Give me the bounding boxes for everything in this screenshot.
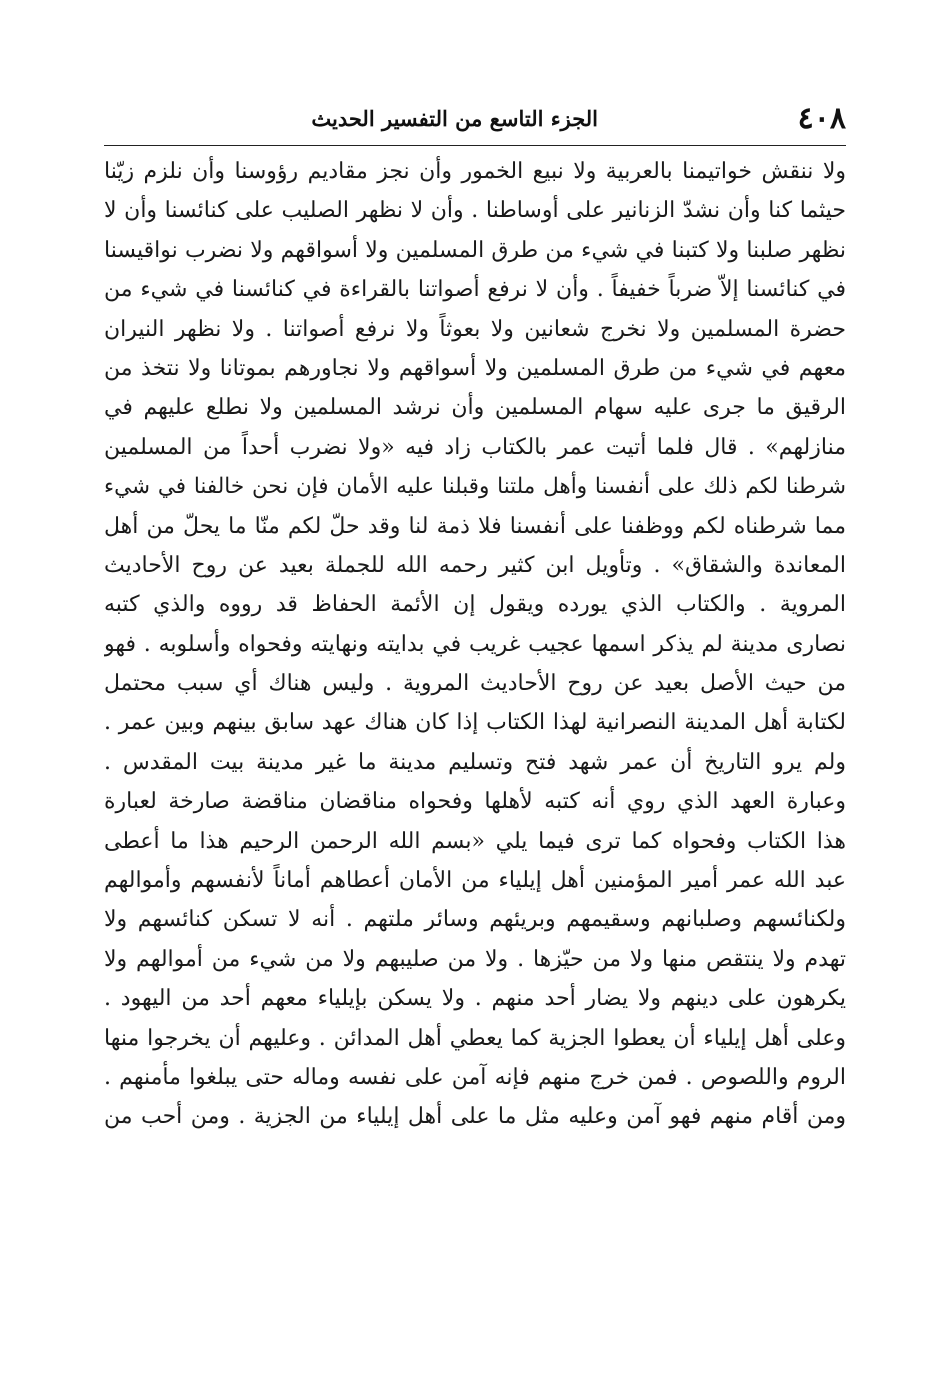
text-line: الرقيق ما جرى عليه سهام المسلمين وأن نرشد المسلمين ولا نطلع عليهم في [104, 395, 846, 421]
text-line: مما شرطناه لكم ووظفنا على أنفسنا فلا ذمة لنا وقد حلّ لكم منّا ما يحلّ من أهل [104, 513, 846, 539]
text-line: منازلهم» . قال فلما أتيت عمر بالكتاب زاد فيه «ولا نضرب أحداً من المسلمين [104, 434, 846, 460]
text-line: في كنائسنا إلاّ ضرباً خفيفاً . وأن لا نرفع أصواتنا بالقراءة في كنائسنا في شيء من [104, 277, 846, 303]
page-number: ٤٠٨ [797, 101, 846, 136]
running-title: الجزء التاسع من التفسير الحديث [311, 106, 598, 131]
text-line: من حيث الأصل بعيد عن روح الأحاديث المروية . وليس هناك أي سبب محتمل [104, 671, 846, 697]
text-line: ومن أقام منهم فهو آمن وعليه مثل ما على أهل إيلياء من الجزية . ومن أحب من [104, 1104, 846, 1130]
text-line: وعلى أهل إيلياء أن يعطوا الجزية كما يعطي أهل المدائن . وعليهم أن يخرجوا منها [104, 1025, 846, 1051]
text-line: ولم يرو التاريخ أن عمر شهد فتح وتسليم مدينة ما غير مدينة بيت المقدس . [104, 749, 846, 775]
text-line: يكرهون على دينهم ولا يضار أحد منهم . ولا يسكن بإيلياء معهم أحد من اليهود . [104, 986, 846, 1012]
header-divider [104, 145, 846, 146]
text-line: حيثما كنا وأن نشدّ الزنانير على أوساطنا . وأن لا نظهر الصليب على كنائسنا وأن لا [104, 198, 846, 224]
text-line: هذا الكتاب وفحواه كما ترى فيما يلي «بسم الله الرحمن الرحيم هذا ما أعطى [104, 828, 846, 854]
text-line: لكتابة أهل المدينة النصرانية لهذا الكتاب إذا كان هناك عهد سابق بينهم وبين عمر . [104, 710, 846, 736]
body-text [104, 152, 846, 1137]
text-line: نظهر صلبنا ولا كتبنا في شيء من طرق المسلمين ولا أسواقهم ولا نضرب نواقيسنا [104, 237, 846, 263]
text-line: شرطنا لكم ذلك على أنفسنا وأهل ملتنا وقبلنا عليه الأمان فإن نحن خالفنا في شيء [104, 474, 846, 500]
text-line: حضرة المسلمين ولا نخرج شعانين ولا بعوثاً ولا نرفع أصواتنا . ولا نظهر النيران [104, 316, 846, 342]
text-line: وعبارة العهد الذي روي أنه كتبه لأهلها وفحواه مناقضان مناقضة صارخة لعبارة [104, 789, 846, 815]
text-line: المروية . والكتاب الذي يورده ويقول إن الأئمة الحفاظ قد رووه والذي كتبه [104, 592, 846, 618]
text-line: عبد الله عمر أمير المؤمنين أهل إيلياء من الأمان أعطاهم أماناً لأنفسهم وأموالهم [104, 868, 846, 894]
text-line: المعاندة والشقاق» . وتأويل ابن كثير رحمه الله للجملة بعيد عن روح الأحاديث [104, 552, 846, 578]
text-line: ولا ننقش خواتيمنا بالعربية ولا نبيع الخمور وأن نجز مقاديم رؤوسنا وأن نلزم زيّنا [104, 159, 846, 184]
text-line: تهدم ولا ينتقص منها ولا من حيّزها . ولا من صليبهم ولا من شيء من أموالهم ولا [104, 946, 846, 972]
text-line: معهم في شيء من طرق المسلمين ولا أسواقهم ولا نجاورهم بموتانا ولا نتخذ من [104, 355, 846, 381]
text-line: ولكنائسهم وصلبانهم وسقيمهم وبريئهم وسائر ملتهم . أنه لا تسكن كنائسهم ولا [104, 907, 846, 933]
page-header [104, 100, 846, 140]
text-line: الروم واللصوص . فمن خرج منهم فإنه آمن على نفسه وماله حتى يبلغوا مأمنهم . [104, 1064, 846, 1090]
text-line: نصارى مدينة لم يذكر اسمها عجيب غريب في بدايته ونهايته وفحواه وأسلوبه . فهو [104, 631, 846, 657]
